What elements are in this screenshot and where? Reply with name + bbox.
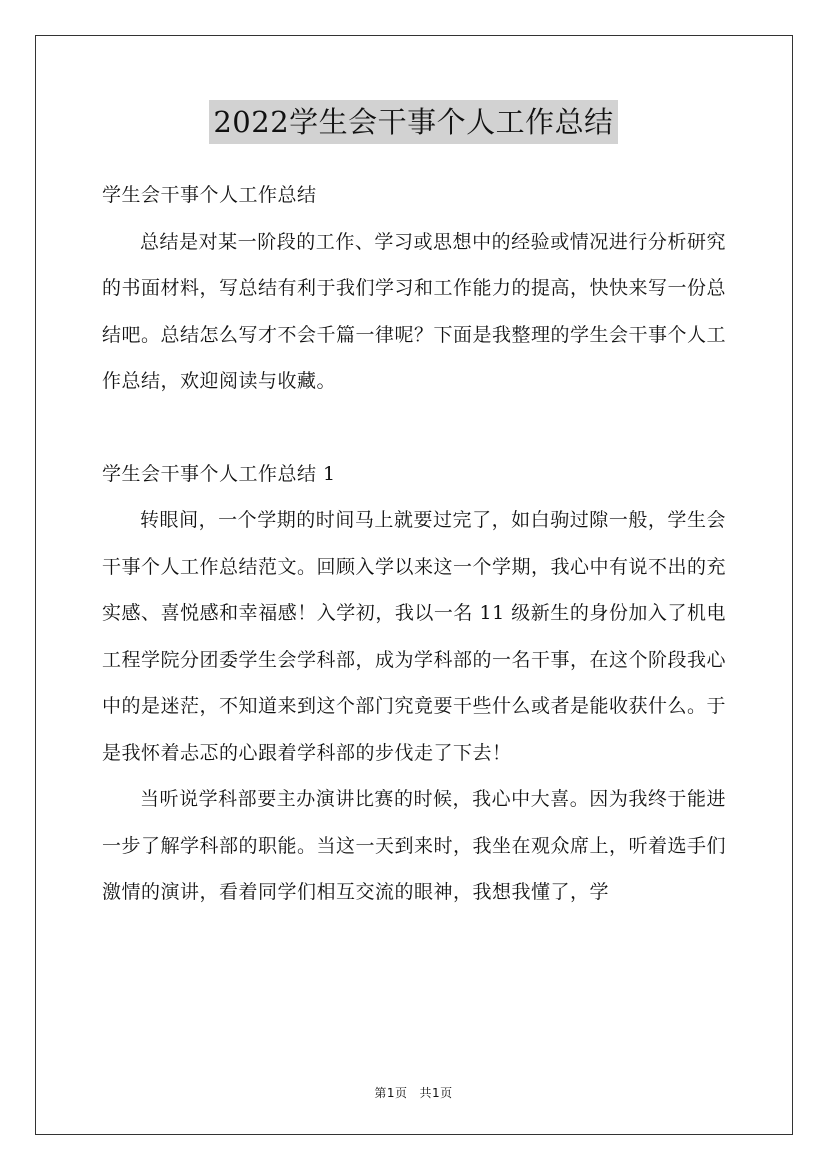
body-paragraph-1: 转眼间，一个学期的时间马上就要过完了，如白驹过隙一般，学生会干事个人工作总结范文。回顾入学以来这一个学期，我心中有说不出的充实感、喜悦感和幸福感！入学初，我以一名 11 级新生的身份加入了机电工程学院分团委学生会学科部，成为学科部的一名干事，在这个阶段我心中的是迷茫，不知道来到这个部门究竟要干些什么或者是能收获什么。于是我怀着忐忑的心跟着学科部的步伐走了下去！ xyxy=(102,509,727,764)
intro-paragraph: 总结是对某一阶段的工作、学习或思想中的经验或情况进行分析研究的书面材料，写总结有利于我们学习和工作能力的提高，快快来写一份总结吧。总结怎么写才不会千篇一律呢？下面是我整理的学生会干事个人工作总结，欢迎阅读与收藏。 xyxy=(102,230,727,392)
document-title xyxy=(0,100,827,144)
document-title-text: 2022学生会干事个人工作总结 xyxy=(209,100,617,144)
document-body xyxy=(102,172,726,916)
page-footer xyxy=(0,1084,827,1101)
page-number-total: 共1页 xyxy=(419,1086,453,1100)
document-subtitle: 学生会干事个人工作总结 xyxy=(102,184,317,206)
body-paragraph-2: 当听说学科部要主办演讲比赛的时候，我心中大喜。因为我终于能进一步了解学科部的职能。当这一天到来时，我坐在观众席上，听着选手们激情的演讲，看着同学们相互交流的眼神，我想我懂了，学 xyxy=(102,788,727,903)
page-number-current: 第1页 xyxy=(374,1086,408,1100)
section-heading: 学生会干事个人工作总结 1 xyxy=(102,462,336,485)
